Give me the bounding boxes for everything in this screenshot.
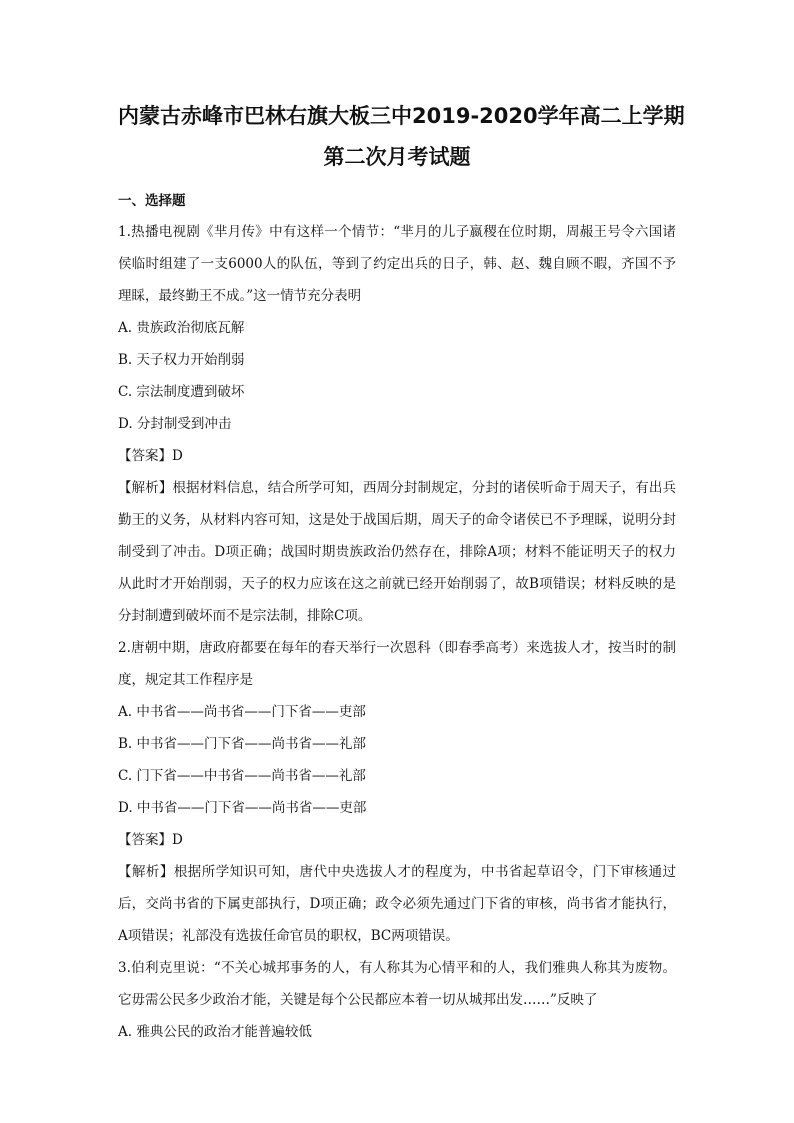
option-b: B. 中书省——门下省——尚书省——礼部 [118,736,367,752]
title-line-1: 内蒙古赤峰市巴林右旗大板三中2019-2020学年高二上学期 [118,104,685,128]
question-stem: 3.伯利克里说：“不关心城邦事务的人，有人称其为心情平和的人，我们雅典人称其为废物。它毋需公民多少政治才能，关键是每个公民都应本着一切从城邦出发……”反映了 [118,960,676,1008]
option-c: C. 宗法制度遭到破坏 [118,384,245,400]
option-b: B. 天子权力开始削弱 [118,352,245,368]
title-line-2: 第二次月考试题 [323,145,471,169]
analysis: 【解析】根据所学知识可知，唐代中央选拔人才的程度为，中书省起草诏令，门下审核通过后，交尚书省的下属吏部执行，D项正确；政令必须先通过门下省的审核，尚书省才能执行，A项错误；礼部没有选拔任命官员的职权，BC两项错误。 [118,864,676,944]
option-c: C. 门下省——中书省——尚书省——礼部 [118,768,366,784]
question-1 [118,216,676,632]
section-heading: 一、选择题 [118,193,186,209]
question-3 [118,952,676,1048]
option-a: A. 雅典公民的政治才能普遍较低 [118,1024,312,1040]
question-stem: 2.唐朝中期，唐政府都要在每年的春天举行一次恩科（即春季高考）来选拔人才，按当时的制度，规定其工作程序是 [118,640,676,688]
option-a: A. 贵族政治彻底瓦解 [118,320,245,336]
question-stem: 1.热播电视剧《芈月传》中有这样一个情节：“芈月的儿子嬴稷在位时期，周赧王号令六国诸侯临时组建了一支6000人的队伍，等到了约定出兵的日子，韩、赵、魏自顾不暇，齐国不予理睬，最终勤王不成。”这一情节充分表明 [118,224,676,304]
answer: 【答案】D [118,448,183,464]
analysis: 【解析】根据材料信息，结合所学可知，西周分封制规定，分封的诸侯听命于周天子，有出兵勤王的义务，从材料内容可知，这是处于战国后期，周天子的命令诸侯已不予理睬，说明分封制受到了冲击。D项正确；战国时期贵族政治仍然存在，排除A项；材料不能证明天子的权力从此时才开始削弱，天子的权力应该在这之前就已经开始削弱了，故B项错误；材料反映的是分封制遭到破坏而不是宗法制，排除C项。 [118,480,676,624]
answer: 【答案】D [118,832,183,848]
option-d: D. 中书省——门下省——尚书省——吏部 [118,800,367,816]
document-title [118,96,685,178]
question-2 [118,632,676,952]
option-a: A. 中书省——尚书省——门下省——吏部 [118,704,366,720]
option-d: D. 分封制受到冲击 [118,416,232,432]
